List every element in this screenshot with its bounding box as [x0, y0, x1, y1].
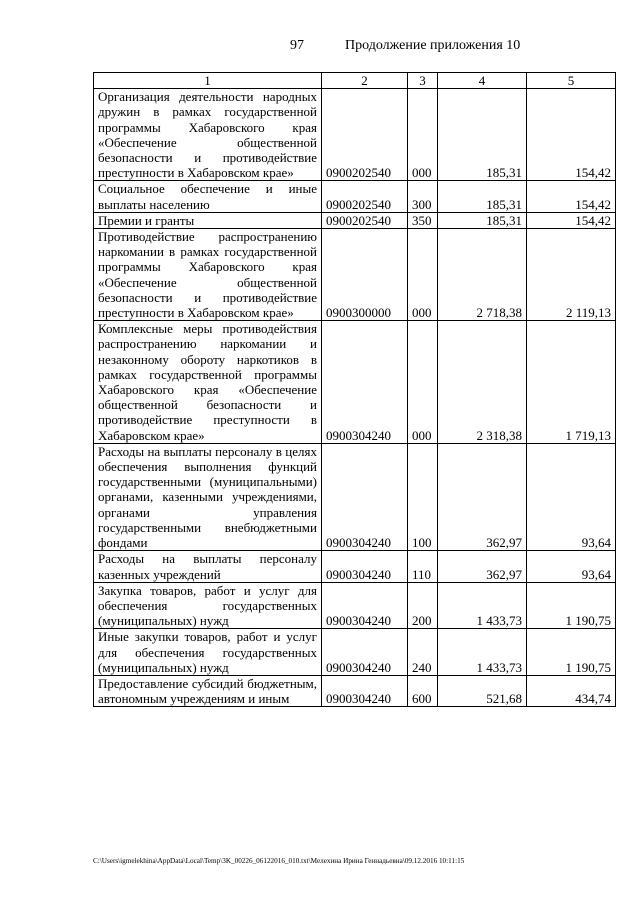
row-expense-type: 000	[408, 321, 438, 444]
table-row	[94, 89, 616, 181]
row-name: Комплексные меры противодействия распространению наркомании и незаконному обороту наркотиков в рамках государственной программы Хабаровского края «Обеспечение общественной безопасности и противодействие преступности в Хабаровском крае»	[94, 321, 322, 444]
row-amount-1: 521,68	[438, 675, 527, 706]
table-row	[94, 675, 616, 706]
table-row	[94, 229, 616, 321]
row-target-code: 0900202540	[322, 89, 408, 181]
row-expense-type: 110	[408, 551, 438, 582]
table-row	[94, 443, 616, 550]
page-number: 97	[290, 38, 304, 53]
budget-table	[93, 72, 616, 707]
row-amount-1: 185,31	[438, 181, 527, 212]
row-target-code: 0900304240	[322, 443, 408, 550]
row-amount-2: 93,64	[527, 551, 616, 582]
row-expense-type: 300	[408, 181, 438, 212]
row-name: Социальное обеспечение и иные выплаты населению	[94, 181, 322, 212]
row-target-code: 0900304240	[322, 582, 408, 629]
row-amount-1: 362,97	[438, 551, 527, 582]
row-target-code: 0900304240	[322, 551, 408, 582]
row-target-code: 0900304240	[322, 675, 408, 706]
row-expense-type: 000	[408, 229, 438, 321]
row-name: Иные закупки товаров, работ и услуг для обеспечения государственных (муниципальных) нужд	[94, 629, 322, 676]
row-amount-1: 185,31	[438, 212, 527, 228]
row-target-code: 0900202540	[322, 212, 408, 228]
row-expense-type: 350	[408, 212, 438, 228]
row-name: Расходы на выплаты персоналу казенных учреждений	[94, 551, 322, 582]
row-name: Противодействие распространению наркомании в рамках государственной программы Хабаровского края «Обеспечение общественной безопасности и противодействие преступности в Хабаровском крае»	[94, 229, 322, 321]
column-header: 2	[322, 73, 408, 89]
table-row	[94, 181, 616, 212]
table-row	[94, 551, 616, 582]
row-name: Организация деятельности народных дружин в рамках государственной программы Хабаровского края «Обеспечение общественной безопасности и противодействие преступности в Хабаровском крае»	[94, 89, 322, 181]
table-row	[94, 212, 616, 228]
row-target-code: 0900304240	[322, 321, 408, 444]
row-amount-1: 1 433,73	[438, 629, 527, 676]
row-amount-1: 185,31	[438, 89, 527, 181]
row-amount-2: 154,42	[527, 212, 616, 228]
row-amount-2: 93,64	[527, 443, 616, 550]
row-expense-type: 100	[408, 443, 438, 550]
row-name: Расходы на выплаты персоналу в целях обеспечения выполнения функций государственными (муниципальными) органами, казенными учреждениями, органами управления государственными внебюджетными фондами	[94, 443, 322, 550]
row-amount-1: 362,97	[438, 443, 527, 550]
table-row	[94, 321, 616, 444]
table-row	[94, 582, 616, 629]
row-amount-2: 2 119,13	[527, 229, 616, 321]
row-amount-2: 1 719,13	[527, 321, 616, 444]
row-amount-2: 434,74	[527, 675, 616, 706]
page-header: Продолжение приложения 10	[345, 38, 521, 53]
column-header: 1	[94, 73, 322, 89]
column-number-row	[94, 73, 616, 89]
row-name: Закупка товаров, работ и услуг для обеспечения государственных (муниципальных) нужд	[94, 582, 322, 629]
column-header: 3	[408, 73, 438, 89]
row-amount-2: 154,42	[527, 89, 616, 181]
row-expense-type: 240	[408, 629, 438, 676]
row-target-code: 0900304240	[322, 629, 408, 676]
row-amount-1: 2 318,38	[438, 321, 527, 444]
row-expense-type: 000	[408, 89, 438, 181]
file-path-footer: C:\Users\igmelekhina\AppData\Local\Temp\3K_00226_06122016_010.txt\Мелехина Ирина Геннадьевна\09.12.2016 10:11:15	[93, 857, 465, 865]
column-header: 4	[438, 73, 527, 89]
row-target-code: 0900300000	[322, 229, 408, 321]
row-amount-2: 1 190,75	[527, 629, 616, 676]
row-name: Премии и гранты	[94, 212, 322, 228]
row-amount-1: 1 433,73	[438, 582, 527, 629]
row-amount-1: 2 718,38	[438, 229, 527, 321]
row-amount-2: 1 190,75	[527, 582, 616, 629]
table-row	[94, 629, 616, 676]
row-expense-type: 600	[408, 675, 438, 706]
row-amount-2: 154,42	[527, 181, 616, 212]
column-header: 5	[527, 73, 616, 89]
row-expense-type: 200	[408, 582, 438, 629]
row-target-code: 0900202540	[322, 181, 408, 212]
row-name: Предоставление субсидий бюджетным, автономным учреждениям и иным	[94, 675, 322, 706]
